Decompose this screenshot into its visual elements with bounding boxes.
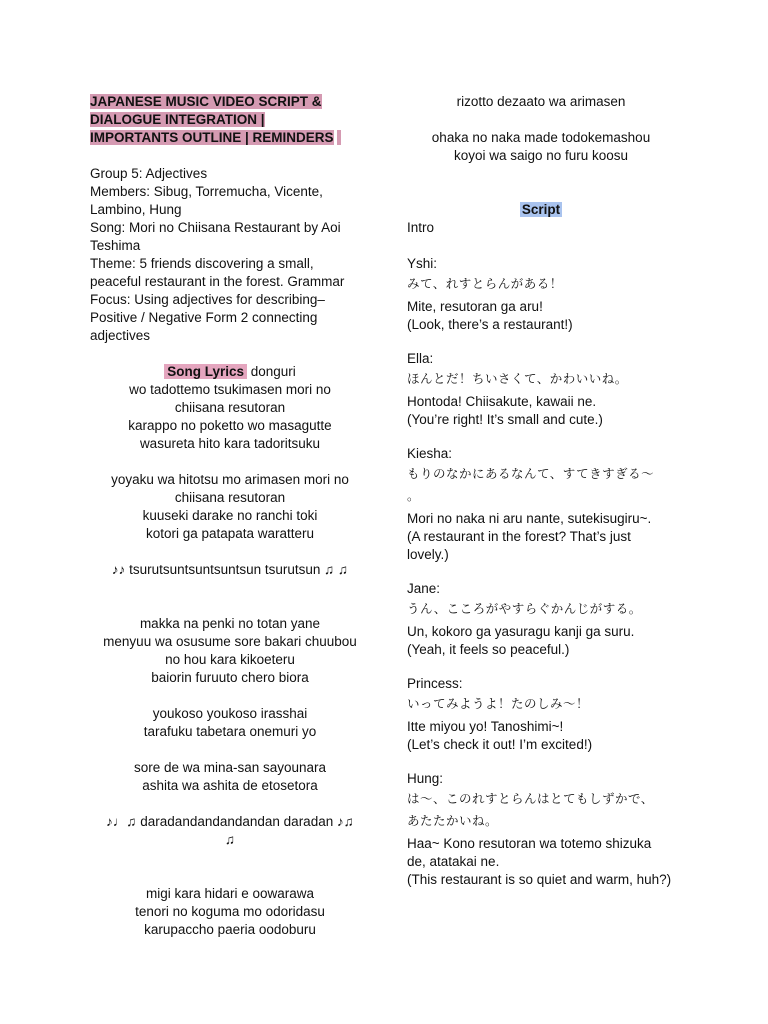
title-line: IMPORTANTS OUTLINE | REMINDERS xyxy=(90,130,334,145)
lyric-line: no hou kara kikoeteru xyxy=(165,652,295,667)
dialogue-entry xyxy=(407,445,707,564)
lyric-line: karupaccho paeria oodoburu xyxy=(144,922,316,937)
lyric-line: sore de wa mina-san sayounara xyxy=(133,760,327,775)
dialogue-entry xyxy=(407,255,707,334)
lyric-line: ohaka no naka made todokemashou xyxy=(431,130,651,145)
lyrics-verse xyxy=(90,615,370,687)
lyric-interlude: ♪♪ tsurutsuntsuntsuntsun tsurutsun ♫ ♫ xyxy=(111,562,349,577)
dialogue-list xyxy=(407,255,707,889)
lyric-line: menyuu wa osusume sore bakari chuubou xyxy=(103,634,357,649)
lyric-line: youkoso youkoso irasshai xyxy=(152,706,308,721)
lyric-line: baiorin furuuto chero biora xyxy=(151,670,309,685)
info-line: Focus: Using adjectives for describing– xyxy=(90,292,325,307)
lyric-line: kotori ga patapata waratteru xyxy=(145,526,315,541)
lyrics-verse xyxy=(90,885,370,939)
lyric-line: koyoi wa saigo no furu koosu xyxy=(453,148,629,163)
song-lyrics-label: Song Lyrics xyxy=(164,364,247,379)
lyric-line: tenori no koguma mo odoridasu xyxy=(135,904,325,919)
japanese-line: もりのなかにあるなんて、すてきすぎる〜 xyxy=(407,466,655,481)
japanese-line: あたたかいね。 xyxy=(407,813,499,828)
lyrics-verse xyxy=(90,381,370,453)
title-line: JAPANESE MUSIC VIDEO SCRIPT & xyxy=(90,94,322,109)
japanese-line: みて、れすとらんがある！ xyxy=(407,276,563,291)
japanese-line: うん、こころがやすらぐかんじがする。 xyxy=(407,601,642,616)
translation-line: (Let’s check it out! I’m excited!) xyxy=(407,737,593,752)
lyrics-verse xyxy=(90,705,370,741)
translation-line: (You’re right! It’s small and cute.) xyxy=(407,412,603,427)
japanese-line: いってみようよ！たのしみ〜！ xyxy=(407,696,590,711)
song-lyrics-heading xyxy=(90,363,370,381)
info-line: peaceful restaurant in the forest. Grammar xyxy=(90,274,345,289)
lyric-text: donguri xyxy=(246,364,296,379)
info-line: Positive / Negative Form 2 connecting xyxy=(90,310,318,325)
lyrics-verse xyxy=(90,759,370,795)
lyric-line: kuuseki darake no ranchi toki xyxy=(142,508,318,523)
lyric-line: chiisana resutoran xyxy=(174,400,286,415)
lyric-line: wasureta hito kara tadoritsuku xyxy=(139,436,321,451)
speaker-name: Kiesha: xyxy=(407,446,453,461)
intro-label: Intro xyxy=(407,220,435,235)
info-line: adjectives xyxy=(90,328,151,343)
document-title xyxy=(90,93,370,147)
lyric-line: rizotto dezaato wa arimasen xyxy=(456,94,626,109)
lyric-line: ashita wa ashita de etosetora xyxy=(142,778,318,793)
romaji-line: Un, kokoro ga yasuragu kanji ga suru. xyxy=(407,624,635,639)
info-line: Song: Mori no Chiisana Restaurant by Aoi xyxy=(90,220,341,235)
right-column xyxy=(407,93,707,905)
romaji-line: Itte miyou yo! Tanoshimi~! xyxy=(407,719,564,734)
japanese-line: 。 xyxy=(407,488,421,503)
lyric-line: wo tadottemo tsukimasen mori no xyxy=(129,382,331,397)
speaker-name: Hung: xyxy=(407,771,444,786)
lyric-interlude xyxy=(90,813,370,849)
dialogue-entry xyxy=(407,350,707,429)
lyric-line: ♪♩♫ daradandandandandan daradan ♪♫ xyxy=(106,814,354,829)
translation-line: lovely.) xyxy=(407,547,449,562)
speaker-name: Yshi: xyxy=(407,256,438,271)
lyric-line: chiisana resutoran xyxy=(174,490,286,505)
lyric-line: migi kara hidari e oowarawa xyxy=(145,886,315,901)
script-label: Script xyxy=(521,202,561,217)
info-line: Lambino, Hung xyxy=(90,202,182,217)
translation-line: (A restaurant in the forest? That’s just xyxy=(407,529,631,544)
translation-line: (This restaurant is so quiet and warm, huh?) xyxy=(407,872,672,887)
speaker-name: Princess: xyxy=(407,676,463,691)
lyric-line: makka na penki no totan yane xyxy=(139,616,321,631)
translation-line: (Yeah, it feels so peaceful.) xyxy=(407,642,570,657)
speaker-name: Ella: xyxy=(407,351,434,366)
info-line: Group 5: Adjectives xyxy=(90,166,208,181)
lyric-line: ♫ xyxy=(224,832,236,847)
lyric-line: karappo no poketto wo masagutte xyxy=(128,418,332,433)
japanese-line: ほんとだ！ちいさくて、かわいいね。 xyxy=(407,371,628,386)
romaji-line: de, atatakai ne. xyxy=(407,854,500,869)
japanese-line: は〜、このれすとらんはとてもしずかで、 xyxy=(407,791,654,806)
info-line: Members: Sibug, Torremucha, Vicente, xyxy=(90,184,323,199)
lyrics-verse xyxy=(90,471,370,543)
speaker-name: Jane: xyxy=(407,581,441,596)
dialogue-entry xyxy=(407,580,707,659)
dialogue-entry xyxy=(407,770,707,889)
translation-line: (Look, there’s a restaurant!) xyxy=(407,317,573,332)
script-heading xyxy=(407,201,675,219)
romaji-line: Mite, resutoran ga aru! xyxy=(407,299,543,314)
title-line: DIALOGUE INTEGRATION | xyxy=(90,112,265,127)
romaji-line: Mori no naka ni aru nante, sutekisugiru~. xyxy=(407,511,652,526)
project-info xyxy=(90,165,370,345)
info-line: Teshima xyxy=(90,238,141,253)
romaji-line: Haa~ Kono resutoran wa totemo shizuka xyxy=(407,836,652,851)
lyric-line: tarafuku tabetara onemuri yo xyxy=(143,724,317,739)
lyrics-verse xyxy=(407,129,675,165)
left-column xyxy=(90,93,370,939)
romaji-line: Hontoda! Chiisakute, kawaii ne. xyxy=(407,394,597,409)
dialogue-entry xyxy=(407,675,707,754)
info-line: Theme: 5 friends discovering a small, xyxy=(90,256,314,271)
lyric-line: yoyaku wa hitotsu mo arimasen mori no xyxy=(111,472,349,487)
